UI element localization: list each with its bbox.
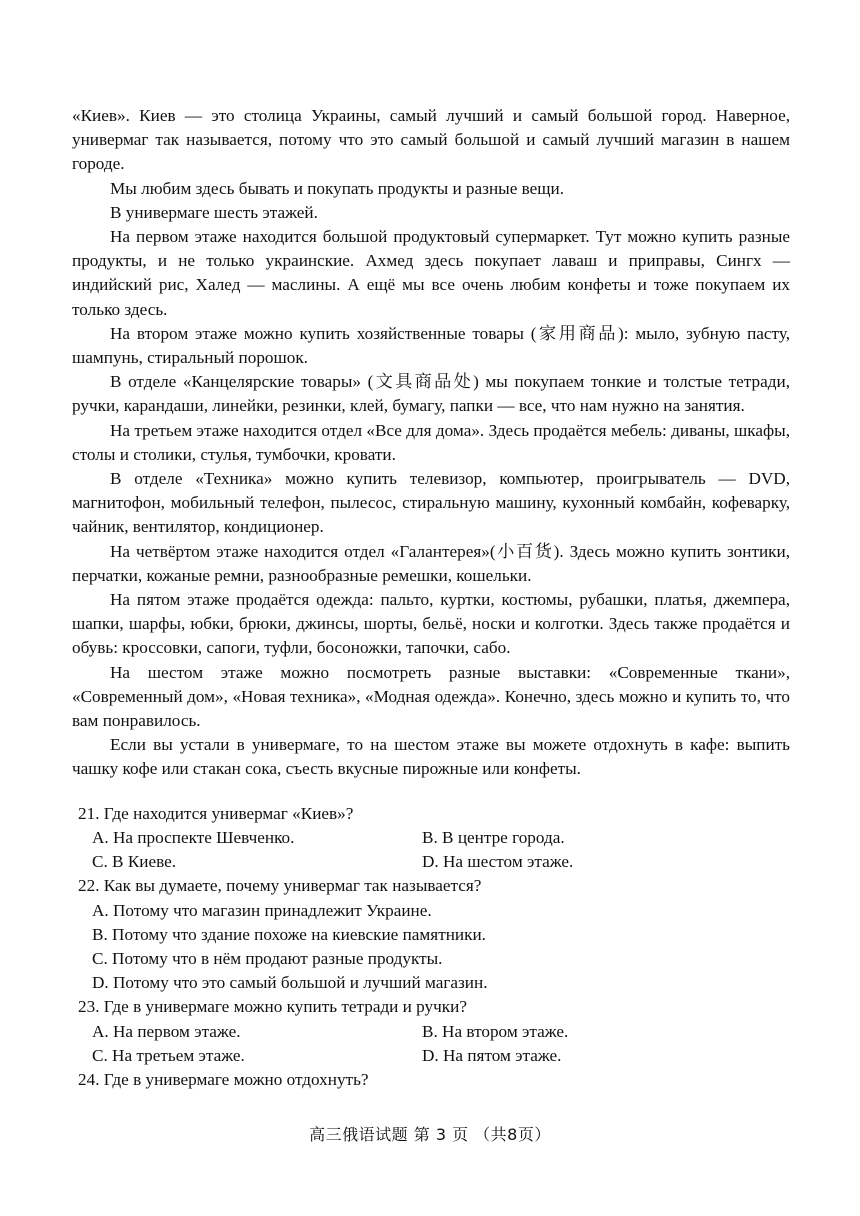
passage-paragraph: «Киев». Киев — это столица Украины, самый лучший и самый большой город. Наверное, универмаг так называется, потому что это самый большой и самый лучший магазин в нашем городе. xyxy=(72,106,790,174)
exam-page xyxy=(72,104,790,1092)
question-23-options-row-1 xyxy=(72,1020,790,1044)
question-23-option-a: A. На первом этаже. xyxy=(92,1021,241,1041)
question-22-option-c: C. Потому что в нём продают разные продукты. xyxy=(92,948,443,968)
question-21-option-b: B. В центре города. xyxy=(422,827,565,847)
passage-paragraph: В отделе «Канцелярские товары» (文具商品处) мы покупаем тонкие и толстые тетради, ручки, карандаши, линейки, резинки, клей, бумагу, папки — все, что нам нужно на занятия. xyxy=(72,372,790,416)
passage-paragraph: На пятом этаже продаётся одежда: пальто, куртки, костюмы, рубашки, платья, джемпера, шапки, шарфы, юбки, брюки, джинсы, шорты, бельё, носки и колготки. Здесь также продаётся и обувь: кроссовки, сапоги, туфли, босоножки, тапочки, сабо. xyxy=(72,590,790,658)
question-21-options-row-1 xyxy=(72,826,790,850)
question-21-stem: 21. Где находится универмаг «Киев»? xyxy=(78,803,354,823)
question-21-option-a: A. На проспекте Шевченко. xyxy=(92,827,295,847)
question-21-option-c: C. В Киеве. xyxy=(92,852,177,872)
question-23-options-row-2 xyxy=(72,1044,790,1068)
question-23-stem: 23. Где в универмаге можно купить тетради и ручки? xyxy=(78,997,467,1017)
question-24-stem: 24. Где в универмаге можно отдохнуть? xyxy=(78,1069,369,1089)
question-list xyxy=(72,802,790,1092)
question-23-option-c: C. На третьем этаже. xyxy=(92,1045,245,1065)
passage-paragraph: На шестом этаже можно посмотреть разные выставки: «Современные ткани», «Современный дом», «Новая техника», «Модная одежда». Конечно, здесь можно и купить то, что вам понравилось. xyxy=(72,662,790,731)
reading-passage xyxy=(72,104,790,782)
question-22-option-a: A. Потому что магазин принадлежит Украине. xyxy=(92,900,432,920)
question-23-option-d: D. На пятом этаже. xyxy=(422,1045,562,1065)
passage-paragraph: Мы любим здесь бывать и покупать продукты и разные вещи. xyxy=(110,178,564,198)
passage-paragraph: В отделе «Техника» можно купить телевизор, компьютер, проигрыватель — DVD, магнитофон, мобильный телефон, пылесос, стиральную машину, кухонный комбайн, кофеварку, чайник, вентилятор, кондиционер. xyxy=(72,469,790,537)
question-21-option-d: D. На шестом этаже. xyxy=(422,852,574,872)
question-22-stem: 22. Как вы думаете, почему универмаг так называется? xyxy=(78,876,482,896)
passage-paragraph: Если вы устали в универмаге, то на шестом этаже вы можете отдохнуть в кафе: выпить чашку кофе или стакан сока, съесть вкусные пирожные или конфеты. xyxy=(72,735,790,779)
question-21-options-row-2 xyxy=(72,850,790,874)
question-22-option-d: D. Потому что это самый большой и лучший магазин. xyxy=(92,973,488,993)
passage-paragraph: На первом этаже находится большой продуктовый супермаркет. Тут можно купить разные продукты, и не только украинские. Ахмед здесь покупает лаваш и приправы, Сингх — индийский рис, Халед — маслины. А ещё мы все очень любим конфеты и тоже покупаем их только здесь. xyxy=(72,227,790,319)
passage-paragraph: На третьем этаже находится отдел «Все для дома». Здесь продаётся мебель: диваны, шкафы, столы и столики, стулья, тумбочки, кровати. xyxy=(72,420,790,464)
passage-paragraph: В универмаге шесть этажей. xyxy=(110,202,318,222)
passage-paragraph: На втором этаже можно купить хозяйственные товары (家用商品): мыло, зубную пасту, шампунь, стиральный порошок. xyxy=(72,323,790,368)
passage-paragraph: На четвёртом этаже находится отдел «Галантерея»(小百货). Здесь можно купить зонтики, перчатки, кожаные ремни, разнообразные ремешки, кошельки. xyxy=(72,541,790,585)
page-footer: 高三俄语试题 第 3 页 （共8页） xyxy=(309,1125,551,1144)
question-22-option-b: B. Потому что здание похоже на киевские памятники. xyxy=(92,924,486,944)
question-23-option-b: B. На втором этаже. xyxy=(422,1021,569,1041)
